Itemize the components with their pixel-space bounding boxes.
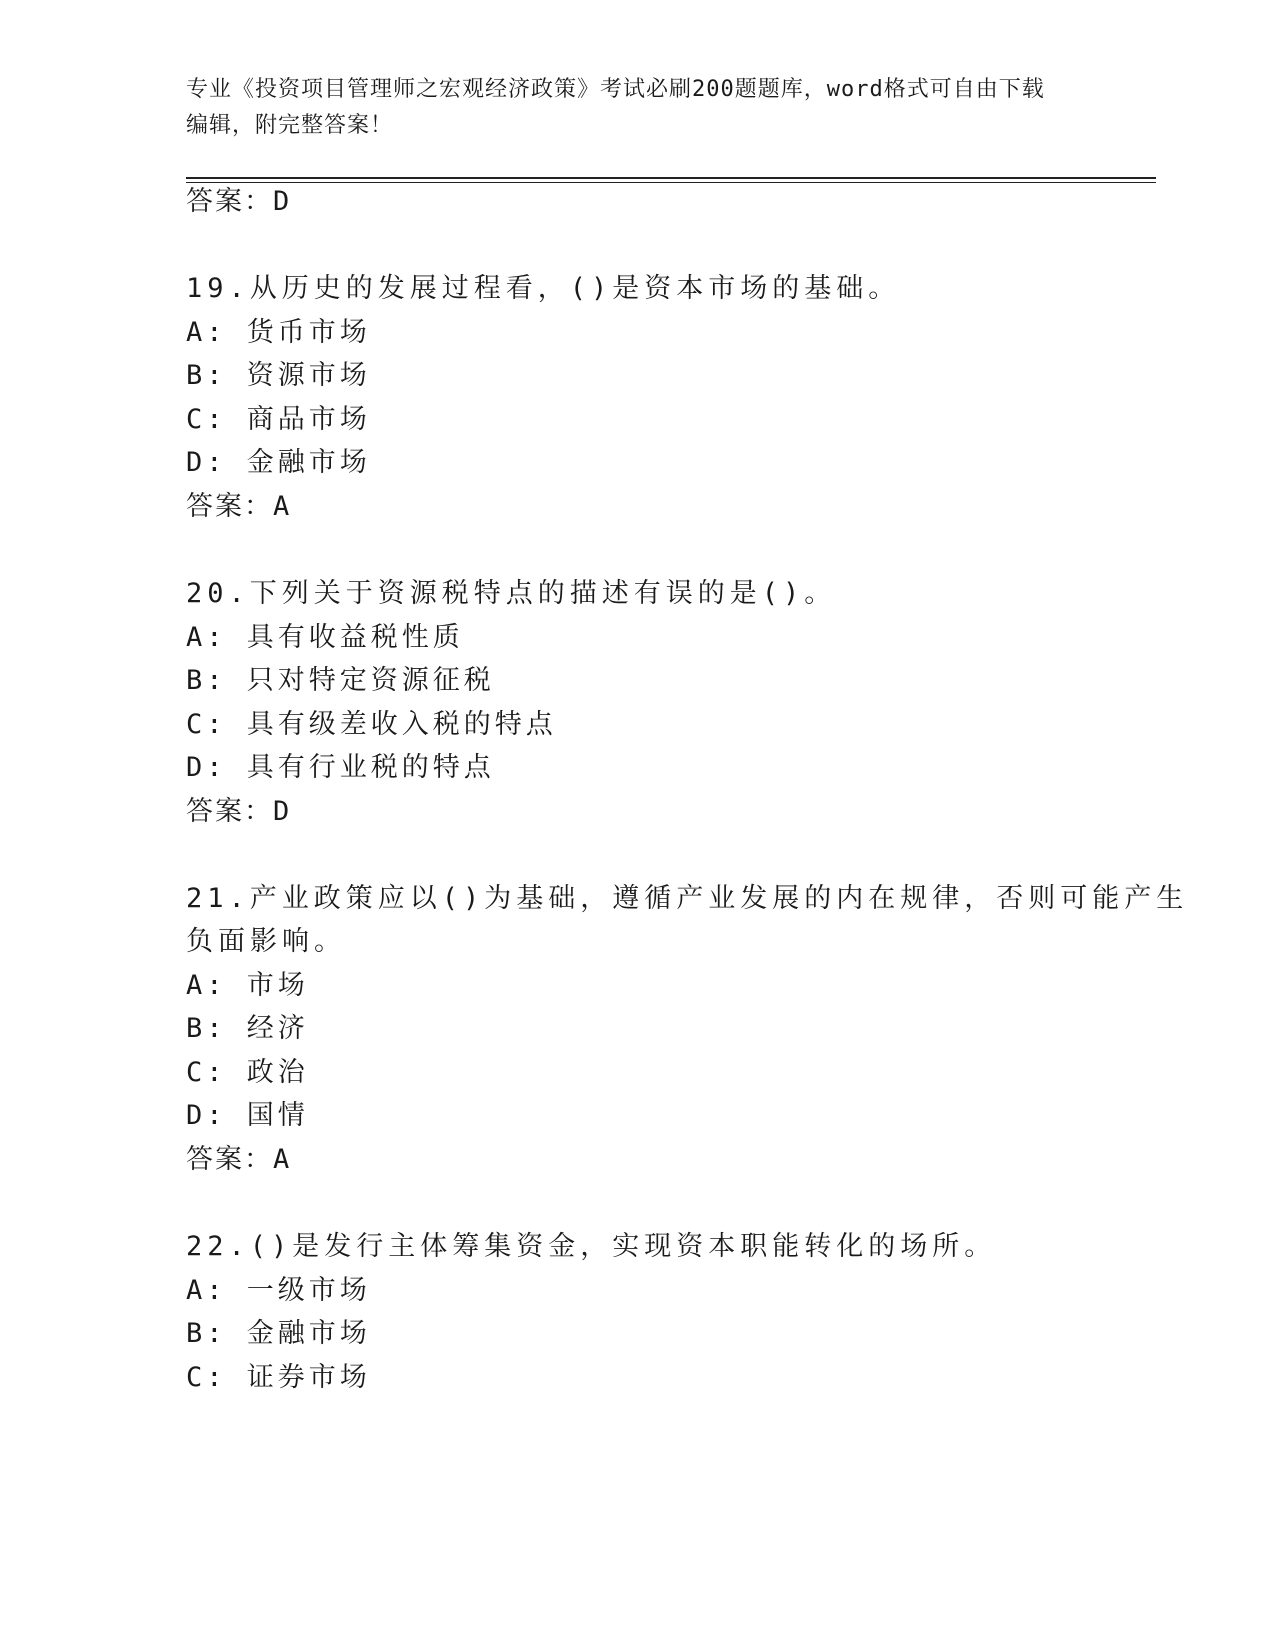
option-a: A: 一级市场	[186, 1275, 371, 1306]
option-c: C: 政治	[186, 1057, 309, 1088]
answer-line: 答案：D	[186, 186, 292, 217]
question-text: 从历史的发展过程看，()是资本市场的基础。	[249, 273, 901, 304]
option-b: B: 金融市场	[186, 1318, 371, 1349]
option-d: D: 金融市场	[186, 447, 371, 478]
option-d: D: 具有行业税的特点	[186, 752, 495, 783]
option-a: A: 具有收益税性质	[186, 622, 464, 653]
question-number: 21.	[186, 883, 250, 914]
document-header: 专业《投资项目管理师之宏观经济政策》考试必刷200题题库，word格式可自由下载编辑，附完整答案！	[186, 77, 1045, 138]
option-a: A: 市场	[186, 970, 309, 1001]
question-text: 下列关于资源税特点的描述有误的是()。	[249, 578, 837, 609]
question-number: 20.	[186, 578, 250, 609]
option-c: C: 具有级差收入税的特点	[186, 709, 557, 740]
option-b: B: 资源市场	[186, 360, 371, 391]
question-text: ()是发行主体筹集资金，实现资本职能转化的场所。	[249, 1231, 997, 1262]
question-20	[186, 577, 836, 611]
answer-line: 答案：A	[186, 491, 292, 522]
option-c: C: 商品市场	[186, 404, 371, 435]
option-b: B: 经济	[186, 1013, 309, 1044]
header-rule	[186, 177, 1156, 179]
question-21	[186, 882, 1188, 916]
question-22	[186, 1230, 996, 1264]
question-text: 产业政策应以()为基础，遵循产业发展的内在规律，否则可能产生	[249, 883, 1189, 914]
answer-line: 答案：D	[186, 796, 292, 827]
header-rule-thin	[186, 182, 1156, 183]
option-c: C: 证券市场	[186, 1362, 371, 1393]
question-19	[186, 272, 900, 306]
option-a: A: 货币市场	[186, 317, 371, 348]
option-b: B: 只对特定资源征税	[186, 665, 495, 696]
document-page	[186, 0, 1189, 1650]
question-text-continued: 负面影响。	[186, 926, 346, 957]
question-number: 19.	[186, 273, 250, 304]
answer-line: 答案：A	[186, 1144, 292, 1175]
question-number: 22.	[186, 1231, 250, 1262]
option-d: D: 国情	[186, 1100, 309, 1131]
